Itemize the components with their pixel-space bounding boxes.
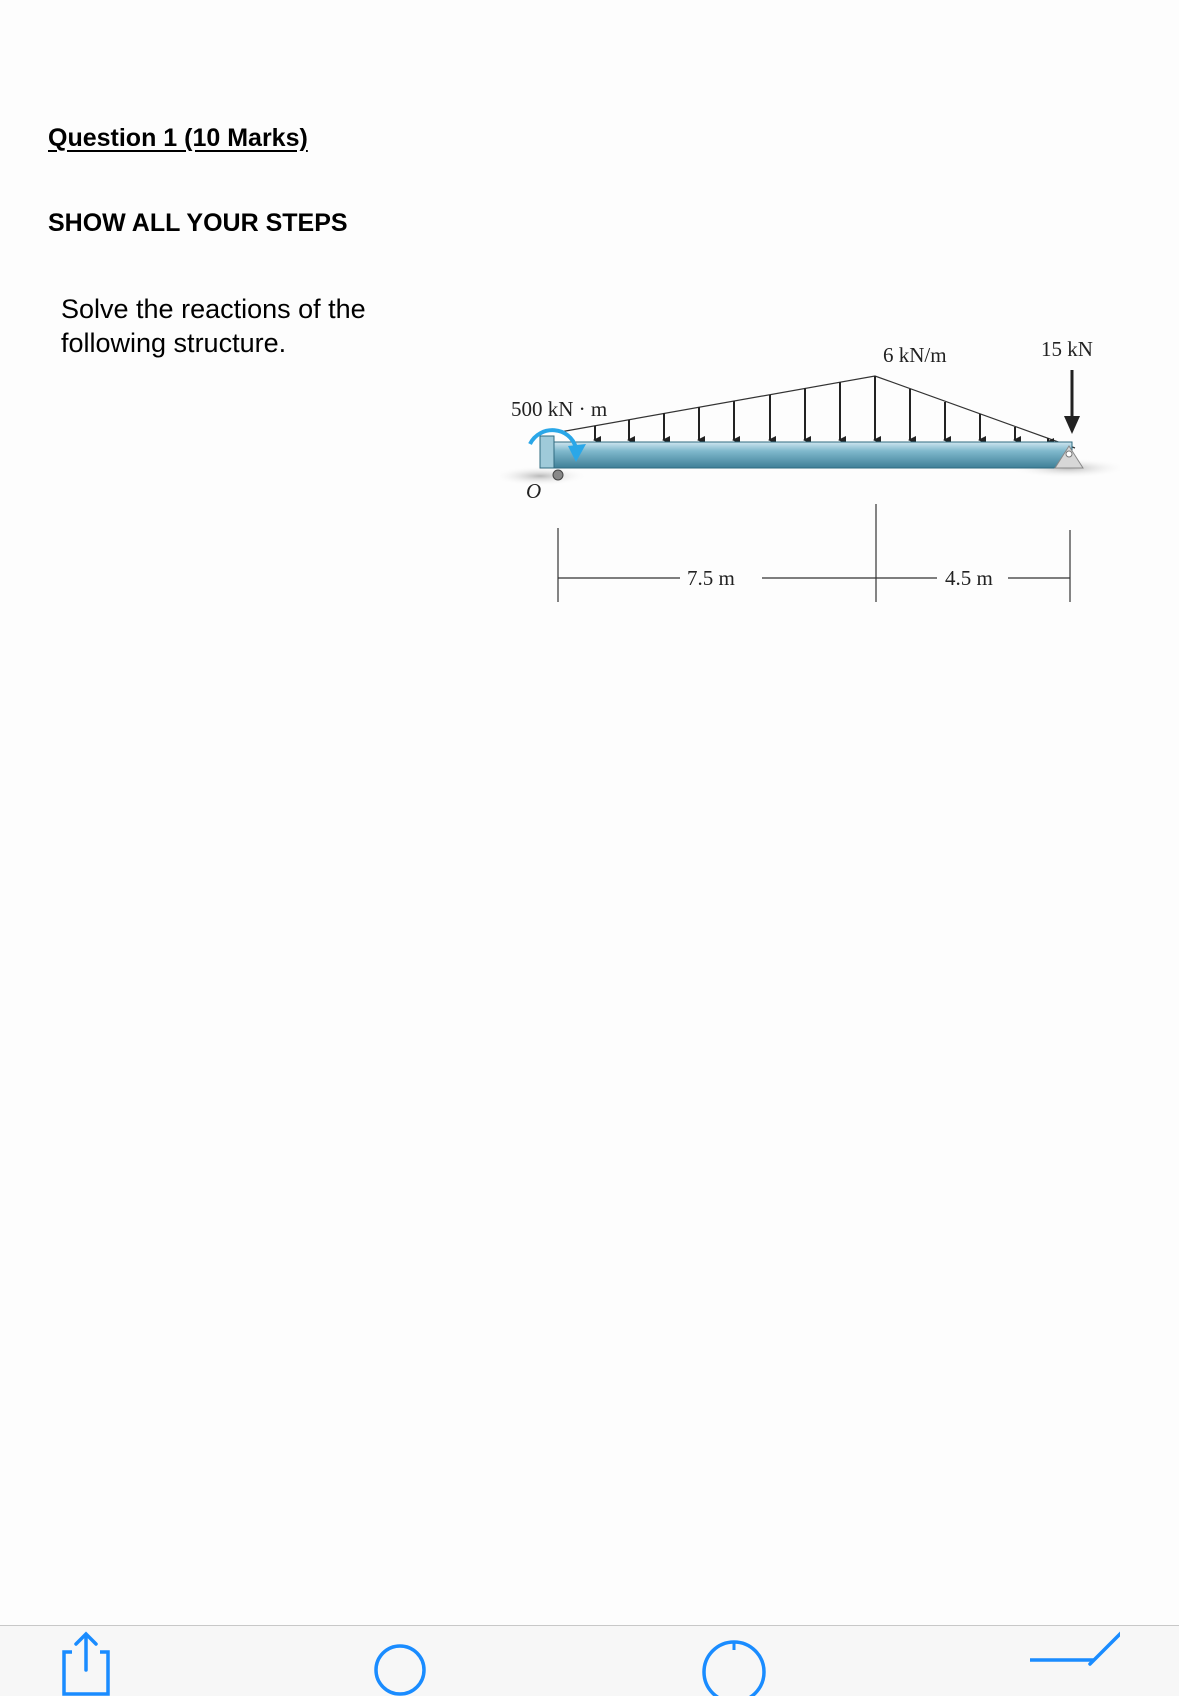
left-ground: [500, 466, 588, 486]
span-1-label: 7.5 m: [687, 566, 735, 590]
search-icon[interactable]: [374, 1626, 430, 1696]
point-load-arrowhead: [1064, 416, 1080, 434]
question-title: Question 1 (10 Marks): [48, 124, 308, 152]
bottom-toolbar: [0, 1625, 1179, 1696]
question-prompt: Solve the reactions of the following structure.: [61, 294, 366, 358]
share-icon[interactable]: [58, 1626, 114, 1696]
left-support-pin: [553, 470, 563, 480]
distributed-load-label: 6 kN/m: [883, 343, 947, 367]
edit-icon[interactable]: [1030, 1626, 1120, 1696]
span-2-label: 4.5 m: [945, 566, 993, 590]
point-load-label: 15 kN: [1041, 340, 1093, 361]
dimension-lines: [558, 504, 1070, 602]
beam: [552, 442, 1072, 468]
right-support-pin: [1066, 451, 1072, 457]
beam-end-face: [540, 436, 554, 468]
instruction-text: SHOW ALL YOUR STEPS: [48, 209, 348, 237]
beam-diagram: [500, 340, 1120, 610]
moment-label: 500 kN · m: [511, 397, 608, 421]
annotate-icon[interactable]: [700, 1626, 770, 1696]
distributed-load-outline: [560, 376, 1075, 448]
support-o-label: O: [526, 479, 542, 503]
